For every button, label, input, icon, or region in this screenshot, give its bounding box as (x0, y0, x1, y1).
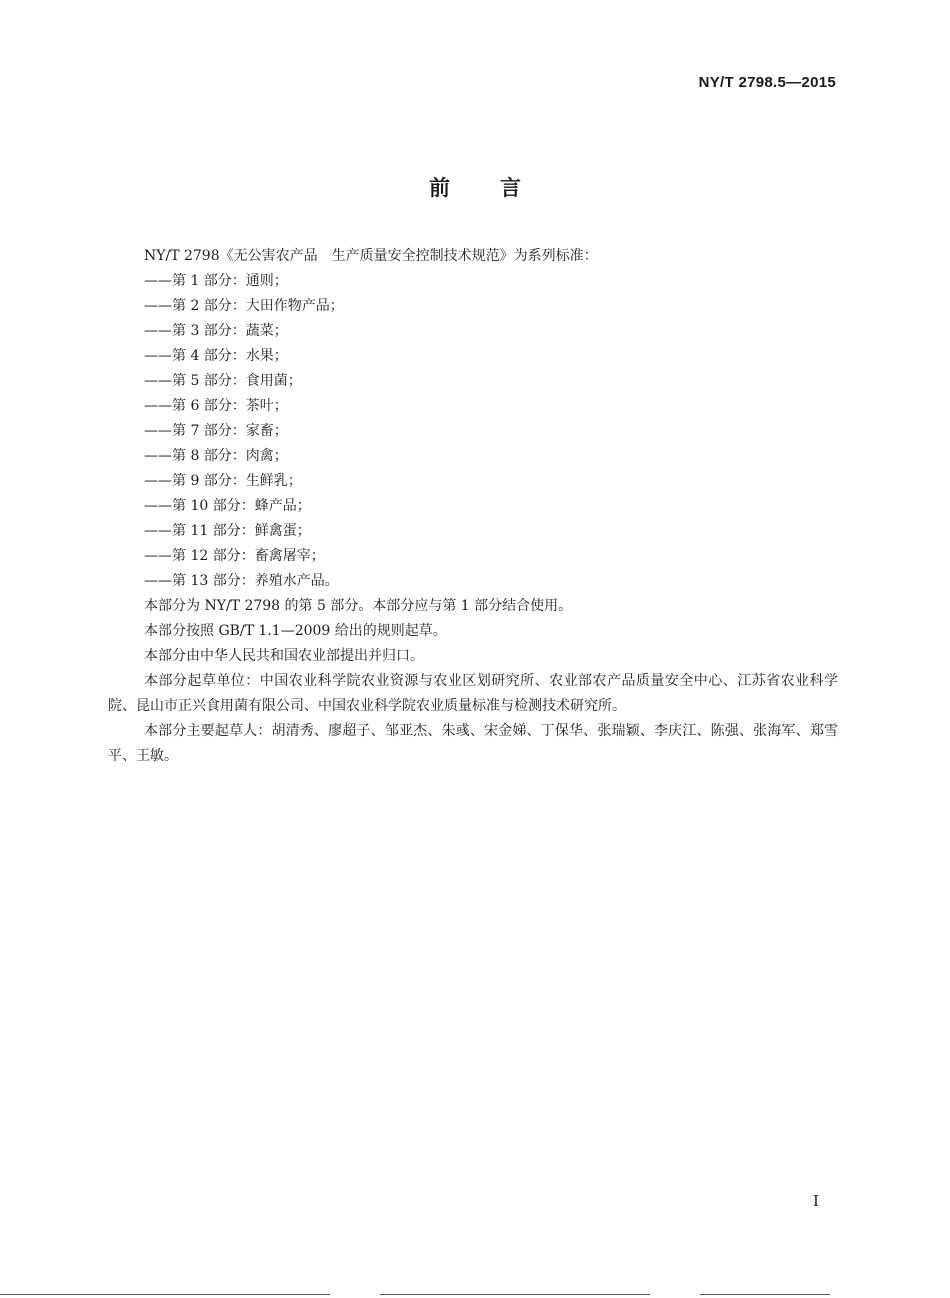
list-item: ——第 4 部分：水果； (144, 348, 288, 364)
scan-edge-line (0, 1294, 330, 1295)
scan-edge-line (380, 1294, 650, 1295)
list-item: ——第 13 部分：养殖水产品。 (144, 573, 339, 589)
page-title: 前言 (429, 176, 571, 200)
list-item: ——第 11 部分：鲜禽蛋； (144, 523, 311, 539)
paragraph-part-relation: 本部分为 NY/T 2798 的第 5 部分。本部分应与第 1 部分结合使用。 (144, 598, 573, 614)
series-intro: NY/T 2798《无公害农产品 生产质量安全控制技术规范》为系列标准： (144, 248, 598, 264)
standard-code: NY/T 2798.5—2015 (698, 74, 836, 91)
list-item: ——第 6 部分：茶叶； (144, 398, 288, 414)
list-item: ——第 2 部分：大田作物产品； (144, 298, 344, 314)
scan-edge-line (700, 1294, 830, 1295)
page-number: I (813, 1192, 819, 1210)
foreword-body (108, 244, 838, 769)
list-item: ——第 9 部分：生鲜乳； (144, 473, 302, 489)
list-item: ——第 5 部分：食用菌； (144, 373, 302, 389)
list-item: ——第 10 部分：蜂产品； (144, 498, 311, 514)
paragraph-drafting-units: 本部分起草单位：中国农业科学院农业资源与农业区划研究所、农业部农产品质量安全中心、江苏省农业科学院、昆山市正兴食用菌有限公司、中国农业科学院农业质量标准与检测技术研究所。 (108, 673, 838, 714)
paragraph-proposer: 本部分由中华人民共和国农业部提出并归口。 (144, 648, 424, 664)
list-item: ——第 1 部分：通则； (144, 273, 288, 289)
paragraph-drafting-rules: 本部分按照 GB/T 1.1—2009 给出的规则起草。 (144, 623, 447, 639)
list-item: ——第 8 部分：肉禽； (144, 448, 288, 464)
list-item: ——第 12 部分：畜禽屠宰； (144, 548, 325, 564)
part-list (108, 269, 838, 594)
list-item: ——第 7 部分：家畜； (144, 423, 288, 439)
list-item: ——第 3 部分：蔬菜； (144, 323, 288, 339)
paragraph-drafters: 本部分主要起草人：胡清秀、廖超子、邹亚杰、朱彧、宋金娣、丁保华、张瑞颖、李庆江、陈强、张海军、郑雪平、王敏。 (108, 723, 838, 764)
